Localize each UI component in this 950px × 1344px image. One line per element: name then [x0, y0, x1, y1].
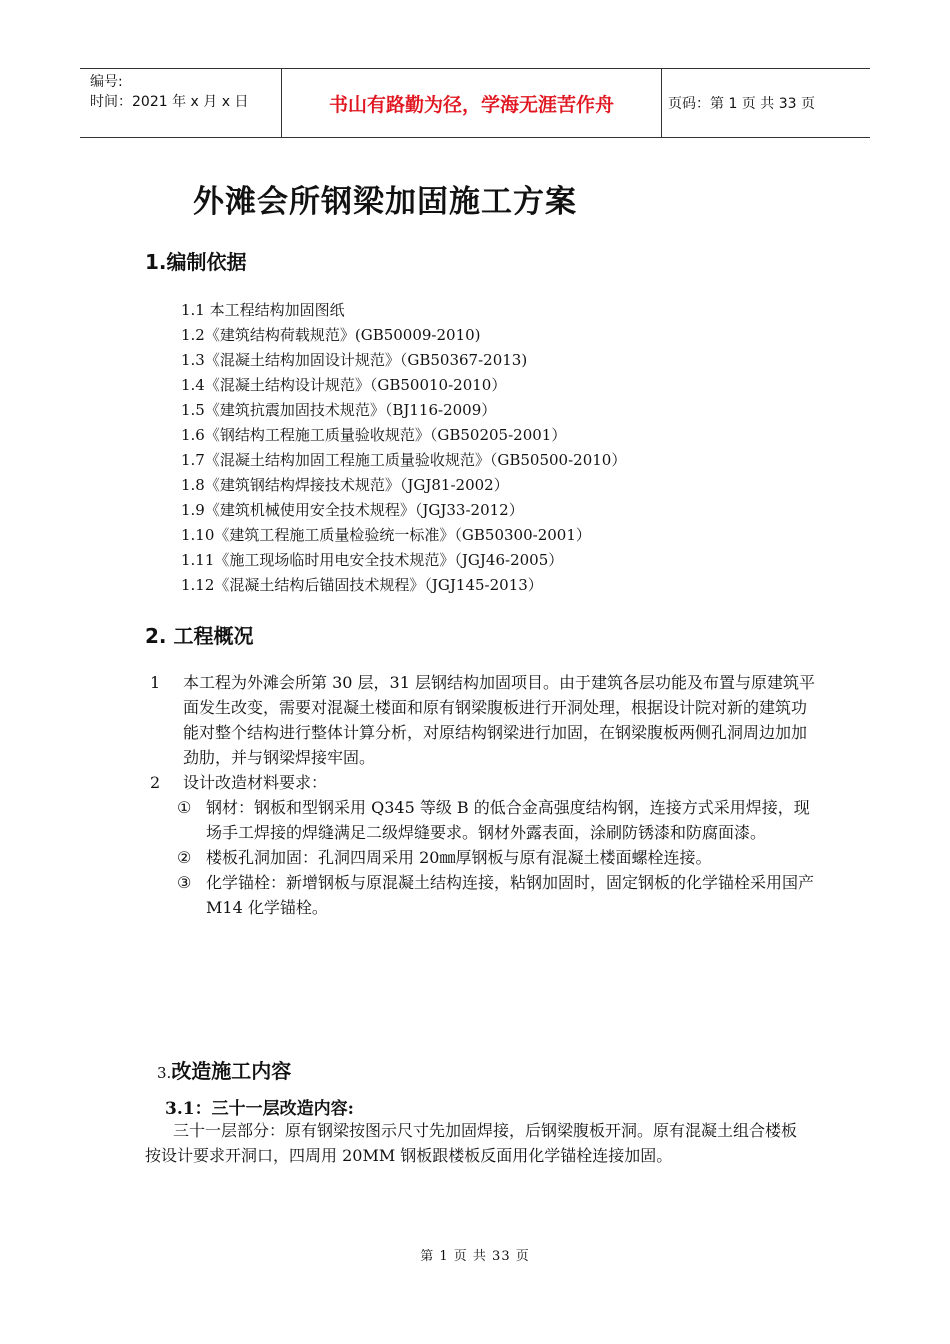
list-item: 1.3《混凝土结构加固设计规范》（GB50367-2013) — [181, 351, 528, 369]
header-meta — [80, 69, 282, 137]
list-item: 1.7《混凝土结构加固工程施工质量验收规范》（GB50500-2010） — [181, 451, 627, 469]
list-item: 1.8《建筑钢结构焊接技术规范》（JGJ81-2002） — [181, 476, 509, 494]
header-number-label: 编号: — [90, 74, 123, 90]
list-item: 1.9《建筑机械使用安全技术规程》（JGJ33-2012） — [181, 501, 524, 519]
header-time-label: 时间：2021 年 x 月 x 日 — [90, 94, 249, 110]
item-mark: ① — [177, 798, 192, 817]
section3-text: 改造施工内容 — [171, 1059, 292, 1083]
list-item: 1.5《建筑抗震加固技术规范》（BJ116-2009） — [181, 401, 497, 419]
section3-heading — [157, 1055, 291, 1084]
section3-number: 3. — [157, 1064, 172, 1082]
overview-paragraph-1 — [150, 670, 815, 770]
overview-paragraph-2 — [150, 770, 815, 795]
list-item: 1.1 本工程结构加固图纸 — [181, 301, 345, 319]
paragraph-text: 本工程为外滩会所第 30 层，31 层钢结构加固项目。由于建筑各层功能及布置与原建筑平面发生改变，需要对混凝土楼面和原有钢梁腹板进行开洞处理，根据设计院对新的建筑功能对整个结构进行整体计算分析，对原结构钢梁进行加固，在钢梁腹板两侧孔洞周边加加劲肋，并与钢梁焊接牢固。 — [183, 673, 815, 767]
section31-heading: 3.1：三十一层改造内容: — [165, 1099, 354, 1119]
item-mark: ③ — [177, 873, 192, 892]
paragraph-text: 设计改造材料要求： — [183, 773, 328, 792]
header-motto: 书山有路勤为径，学海无涯苦作舟 — [282, 69, 662, 137]
material-item-slab-opening — [177, 845, 815, 870]
basis-list — [181, 298, 626, 598]
list-item: 1.10《建筑工程施工质量检验统一标准》（GB50300-2001） — [181, 526, 591, 544]
header-page-info: 页码：第 1 页 共 33 页 — [668, 96, 815, 112]
page-footer: 第 1 页 共 33 页 — [420, 1249, 530, 1264]
list-item: 1.11《施工现场临时用电安全技术规范》（JGJ46-2005） — [181, 551, 564, 569]
item-text: 钢材：钢板和型钢采用 Q345 等级 B 的低合金高强度结构钢，连接方式采用焊接，现场手工焊接的焊缝满足二级焊缝要求。钢材外露表面，涂刷防锈漆和防腐面漆。 — [206, 798, 810, 842]
list-item: 1.4《混凝土结构设计规范》（GB50010-2010） — [181, 376, 507, 394]
overview-body — [150, 670, 815, 920]
item-text: 楼板孔洞加固：孔洞四周采用 20㎜厚钢板与原有混凝土楼面螺栓连接。 — [206, 848, 712, 867]
section31-body: 三十一层部分：原有钢梁按图示尺寸先加固焊接，后钢梁腹板开洞。原有混凝土组合楼板按设计要求开洞口，四周用 20MM 钢板跟楼板反面用化学锚栓连接加固。 — [145, 1121, 798, 1165]
list-item: 1.2《建筑结构荷载规范》(GB50009-2010) — [181, 326, 481, 344]
page-header — [80, 68, 870, 138]
paragraph-number: 2 — [150, 773, 161, 792]
list-item: 1.6《钢结构工程施工质量验收规范》（GB50205-2001） — [181, 426, 567, 444]
section2-heading: 2. 工程概况 — [145, 624, 254, 648]
material-item-steel — [177, 795, 815, 845]
list-item: 1.12《混凝土结构后锚固技术规程》（JGJ145-2013） — [181, 576, 543, 594]
document-title: 外滩会所钢梁加固施工方案 — [193, 184, 577, 220]
section1-heading: 1.编制依据 — [145, 250, 247, 274]
item-mark: ② — [177, 848, 192, 867]
paragraph-number: 1 — [150, 673, 161, 692]
material-item-chemical-anchor — [177, 870, 815, 920]
item-text: 化学锚栓：新增钢板与原混凝土结构连接，粘钢加固时，固定钢板的化学锚栓采用国产 M14 化学锚栓。 — [206, 873, 815, 917]
